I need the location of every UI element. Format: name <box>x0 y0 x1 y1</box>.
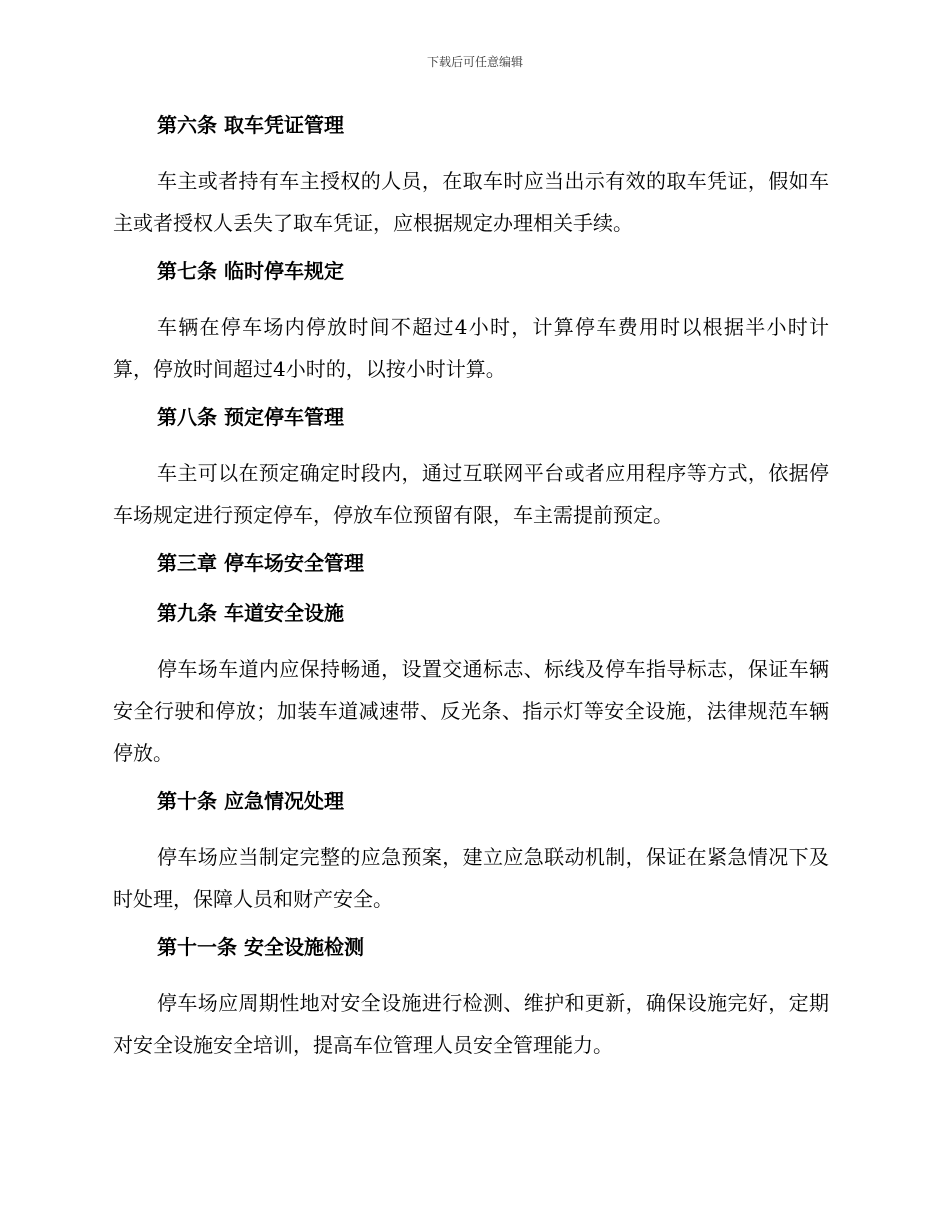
article-10-heading: 第十条 应急情况处理 <box>157 789 344 813</box>
article-11-body: 停车场应周期性地对安全设施进行检测、维护和更新，确保设施完好，定期对安全设施安全培训，提高车位管理人员安全管理能力。 <box>113 991 829 1057</box>
article-9-heading: 第九条 车道安全设施 <box>157 601 344 625</box>
article-10-body: 停车场应当制定完整的应急预案，建立应急联动机制，保证在紧急情况下及时处理，保障人员和财产安全。 <box>113 845 829 911</box>
article-7-body: 车辆在停车场内停放时间不超过4小时，计算停车费用时以根据半小时计算，停放时间超过4小时的，以按小时计算。 <box>113 315 829 381</box>
page-header: 下载后可任意编辑 <box>426 55 523 69</box>
article-6-body: 车主或者持有车主授权的人员，在取车时应当出示有效的取车凭证，假如车主或者授权人丢失了取车凭证，应根据规定办理相关手续。 <box>113 169 829 235</box>
article-9-body: 停车场车道内应保持畅通，设置交通标志、标线及停车指导标志，保证车辆安全行驶和停放；加装车道减速带、反光条、指示灯等安全设施，法律规范车辆停放。 <box>113 657 829 765</box>
article-11-heading: 第十一条 安全设施检测 <box>157 935 364 959</box>
article-6-heading: 第六条 取车凭证管理 <box>157 113 344 137</box>
chapter-3-heading: 第三章 停车场安全管理 <box>157 551 364 575</box>
article-8-heading: 第八条 预定停车管理 <box>157 405 344 429</box>
document-body <box>113 110 829 1078</box>
article-8-body: 车主可以在预定确定时段内，通过互联网平台或者应用程序等方式，依据停车场规定进行预定停车，停放车位预留有限，车主需提前预定。 <box>113 461 829 527</box>
article-7-heading: 第七条 临时停车规定 <box>157 259 344 283</box>
